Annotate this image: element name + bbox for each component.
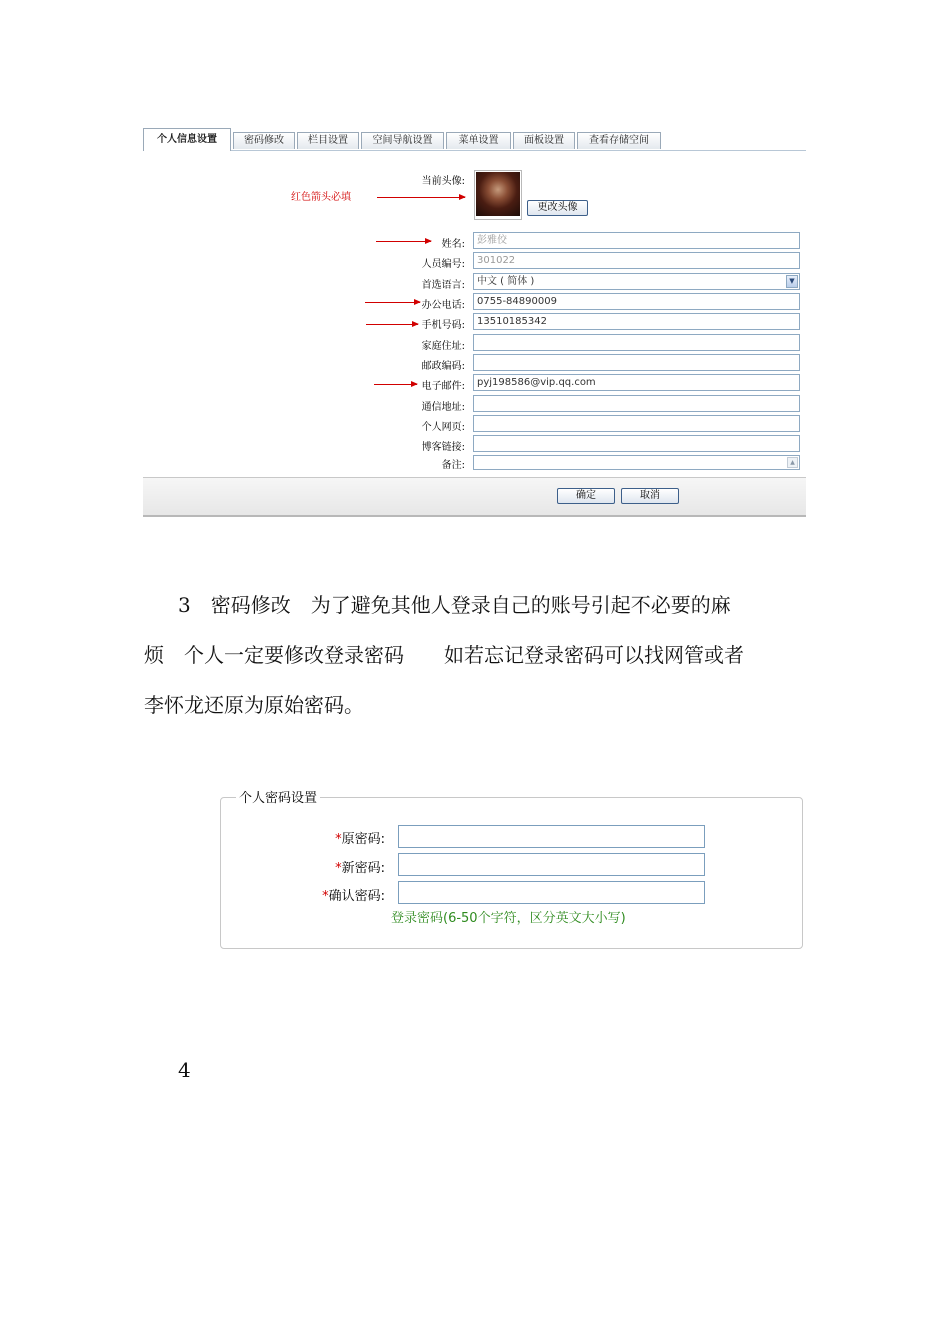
- required-arrow-avatar: [377, 197, 465, 198]
- tab-menu[interactable]: 菜单设置: [446, 132, 511, 149]
- avatar-label: 当前头像:: [421, 176, 465, 187]
- required-mark: *: [335, 861, 342, 876]
- homepage-label: 个人网页:: [421, 422, 465, 433]
- mobile-label: 手机号码:: [421, 320, 465, 331]
- confirm-password-label: *确认密码:: [322, 889, 385, 904]
- remarks-field[interactable]: [473, 455, 800, 470]
- mail-address-label: 通信地址:: [421, 402, 465, 413]
- office-phone-label: 办公电话:: [421, 300, 465, 311]
- old-password-label: *原密码:: [335, 832, 385, 847]
- new-password-input[interactable]: [398, 853, 705, 876]
- tab-bar: [143, 126, 806, 151]
- blog-field[interactable]: [473, 435, 800, 452]
- required-mark: *: [335, 832, 342, 847]
- paragraph-line-3: 李怀龙还原为原始密码。: [144, 693, 364, 717]
- old-password-input[interactable]: [398, 825, 705, 848]
- home-address-field[interactable]: [473, 334, 800, 351]
- email-label: 电子邮件:: [421, 381, 465, 392]
- required-mark: *: [322, 889, 329, 904]
- tab-storage[interactable]: 查看存储空间: [577, 132, 661, 149]
- paragraph-line-2: 烦 个人一定要修改登录密码 如若忘记登录密码可以找网管或者: [144, 643, 744, 667]
- email-field[interactable]: pyj198586@vip.qq.com: [473, 374, 800, 391]
- cancel-button[interactable]: 取消: [621, 488, 679, 504]
- staff-id-field[interactable]: 301022: [473, 252, 800, 269]
- postcode-label: 邮政编码:: [421, 361, 465, 372]
- password-panel-title: 个人密码设置: [236, 787, 320, 806]
- new-password-label: *新密码:: [335, 861, 385, 876]
- homepage-field[interactable]: [473, 415, 800, 432]
- remarks-label: 备注:: [441, 460, 465, 471]
- scroll-up-icon[interactable]: ▲: [787, 457, 798, 468]
- tab-space-navigation[interactable]: 空间导航设置: [361, 132, 444, 149]
- postcode-field[interactable]: [473, 354, 800, 371]
- tab-columns[interactable]: 栏目设置: [297, 132, 359, 149]
- tab-password[interactable]: 密码修改: [233, 132, 295, 149]
- name-label: 姓名:: [441, 239, 465, 250]
- mobile-field[interactable]: 13510185342: [473, 313, 800, 330]
- tab-panel[interactable]: 面板设置: [513, 132, 575, 149]
- paragraph-line-1: 3 密码修改 为了避免其他人登录自己的账号引起不必要的麻: [178, 593, 731, 617]
- section-number: 4: [178, 1058, 191, 1082]
- tab-personal-info[interactable]: 个人信息设置: [143, 128, 231, 151]
- blog-label: 博客链接:: [421, 442, 465, 453]
- required-note: 红色箭头必填: [291, 192, 351, 203]
- language-value: 中文 ( 简体 ): [477, 276, 535, 287]
- avatar: [474, 170, 522, 220]
- password-hint: 登录密码(6-50个字符，区分英文大小写): [391, 911, 626, 926]
- form-footer: [143, 477, 806, 517]
- chevron-down-icon[interactable]: ▼: [786, 275, 798, 288]
- confirm-password-input[interactable]: [398, 881, 705, 904]
- mail-address-field[interactable]: [473, 395, 800, 412]
- staff-id-label: 人员编号:: [421, 259, 465, 270]
- ok-button[interactable]: 确定: [557, 488, 615, 504]
- office-phone-field[interactable]: 0755-84890009: [473, 293, 800, 310]
- name-field[interactable]: 彭雅佼: [473, 232, 800, 249]
- language-select[interactable]: [473, 273, 800, 290]
- home-address-label: 家庭住址:: [421, 341, 465, 352]
- change-avatar-button[interactable]: 更改头像: [527, 200, 588, 216]
- profile-settings-panel: [143, 126, 806, 516]
- language-label: 首选语言:: [421, 280, 465, 291]
- instruction-paragraph: [144, 580, 806, 730]
